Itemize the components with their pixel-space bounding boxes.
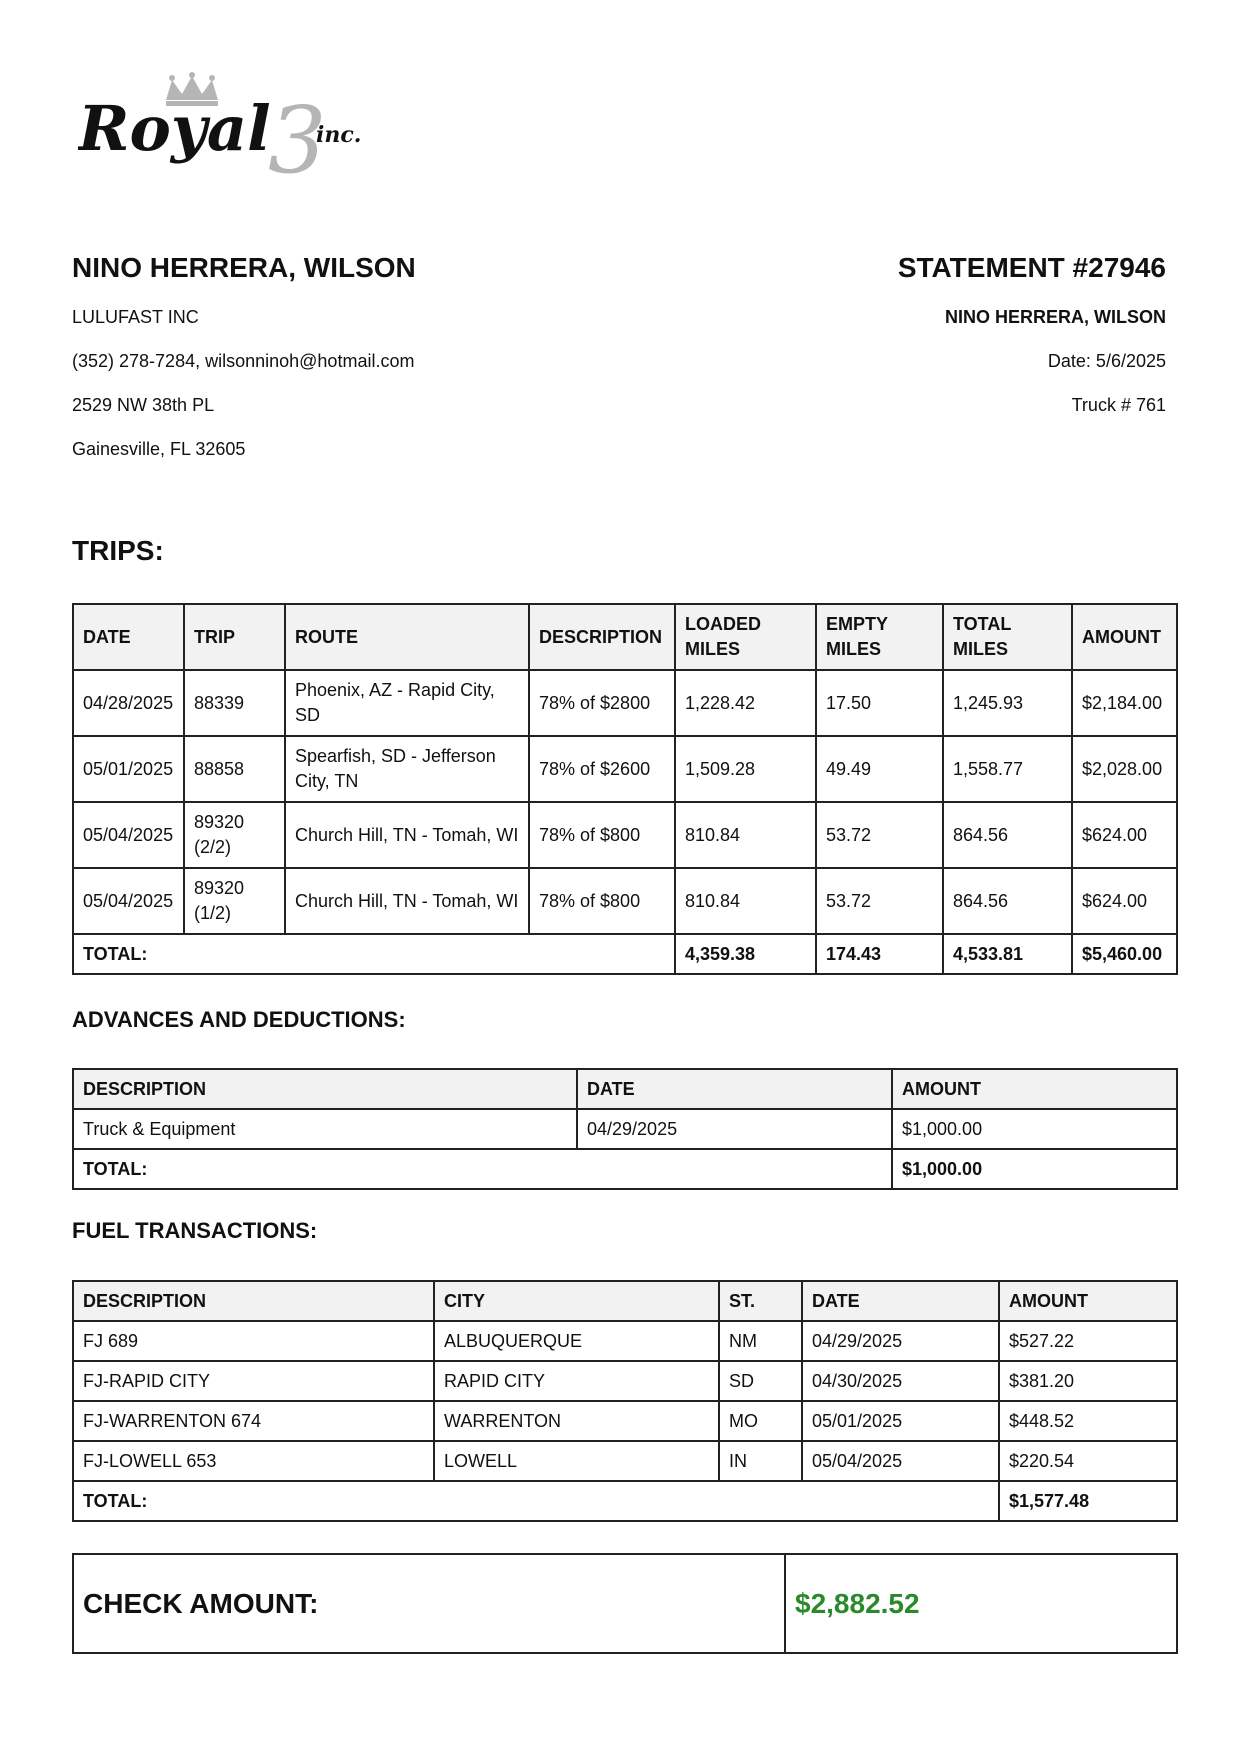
column-header: AMOUNT (999, 1281, 1177, 1321)
table-cell: IN (719, 1441, 802, 1481)
table-cell: LOWELL (434, 1441, 719, 1481)
table-cell: 53.72 (816, 802, 943, 868)
table-cell: $624.00 (1072, 802, 1177, 868)
total-amount: $1,577.48 (999, 1481, 1177, 1521)
table-cell: 05/01/2025 (802, 1401, 999, 1441)
column-header: DATE (73, 604, 184, 670)
table-cell: $381.20 (999, 1361, 1177, 1401)
statement-truck: Truck # 761 (1071, 395, 1166, 415)
total-label: TOTAL: (73, 1481, 999, 1521)
table-cell: ALBUQUERQUE (434, 1321, 719, 1361)
svg-text:Royal: Royal (78, 92, 271, 165)
table-cell: 78% of $2800 (529, 670, 675, 736)
statement-name: NINO HERRERA, WILSON (944, 307, 1166, 327)
table-cell: 04/30/2025 (802, 1361, 999, 1401)
table-cell: 89320 (1/2) (184, 868, 285, 934)
total-miles: 4,533.81 (943, 934, 1072, 974)
table-cell: MO (719, 1401, 802, 1441)
svg-text:3: 3 (268, 87, 327, 192)
table-cell: FJ-WARRENTON 674 (73, 1401, 434, 1441)
table-cell: 864.56 (943, 868, 1072, 934)
table-cell: $220.54 (999, 1441, 1177, 1481)
table-cell: FJ-RAPID CITY (73, 1361, 434, 1401)
column-header: TOTAL MILES (943, 604, 1072, 670)
table-cell: NM (719, 1321, 802, 1361)
column-header: LOADED MILES (675, 604, 816, 670)
table-cell: $2,028.00 (1072, 736, 1177, 802)
table-cell: WARRENTON (434, 1401, 719, 1441)
trips-total-row (73, 934, 1177, 974)
column-header: EMPTY MILES (816, 604, 943, 670)
advances-heading: ADVANCES AND DEDUCTIONS: (72, 1007, 406, 1032)
check-amount-row (73, 1554, 1177, 1653)
table-cell: 78% of $2600 (529, 736, 675, 802)
check-amount-box (72, 1553, 1178, 1654)
driver-address-line2: Gainesville, FL 32605 (72, 439, 246, 459)
statement-title: STATEMENT #27946 (897, 252, 1166, 283)
driver-contact: (352) 278-7284, wilsonninoh@hotmail.com (72, 351, 415, 371)
table-cell: 04/28/2025 (73, 670, 184, 736)
table-cell: 810.84 (675, 868, 816, 934)
table-cell: 1,509.28 (675, 736, 816, 802)
table-cell: SD (719, 1361, 802, 1401)
table-cell: Spearfish, SD - Jefferson City, TN (285, 736, 529, 802)
table-cell: 78% of $800 (529, 802, 675, 868)
table-cell: 1,245.93 (943, 670, 1072, 736)
table-row (73, 1109, 1177, 1149)
column-header: ROUTE (285, 604, 529, 670)
table-row (73, 736, 1177, 802)
svg-text:inc.: inc. (316, 122, 362, 148)
total-amount: $1,000.00 (892, 1149, 1177, 1189)
table-row (73, 1361, 1177, 1401)
table-cell: 17.50 (816, 670, 943, 736)
table-cell: 88858 (184, 736, 285, 802)
driver-info (72, 250, 416, 460)
driver-name: NINO HERRERA, WILSON (72, 252, 416, 283)
table-cell: 810.84 (675, 802, 816, 868)
check-amount-value: $2,882.52 (785, 1554, 1177, 1653)
column-header: DESCRIPTION (73, 1281, 434, 1321)
check-amount-label: CHECK AMOUNT: (73, 1554, 785, 1653)
fuel-heading: FUEL TRANSACTIONS: (72, 1218, 318, 1243)
table-cell: 53.72 (816, 868, 943, 934)
total-empty-miles: 174.43 (816, 934, 943, 974)
table-cell: Church Hill, TN - Tomah, WI (285, 868, 529, 934)
column-header: DATE (577, 1069, 892, 1109)
table-cell: 89320 (2/2) (184, 802, 285, 868)
table-cell: 78% of $800 (529, 868, 675, 934)
total-loaded-miles: 4,359.38 (675, 934, 816, 974)
table-cell: Phoenix, AZ - Rapid City, SD (285, 670, 529, 736)
table-cell: FJ-LOWELL 653 (73, 1441, 434, 1481)
driver-address-line1: 2529 NW 38th PL (72, 395, 215, 415)
table-row (73, 670, 1177, 736)
table-cell: FJ 689 (73, 1321, 434, 1361)
advances-header-row (73, 1069, 1177, 1109)
fuel-header-row (73, 1281, 1177, 1321)
advances-total-row (73, 1149, 1177, 1189)
total-label: TOTAL: (73, 934, 675, 974)
advances-table (72, 1068, 1178, 1190)
fuel-total-row (73, 1481, 1177, 1521)
table-cell: 05/01/2025 (73, 736, 184, 802)
total-label: TOTAL: (73, 1149, 892, 1189)
table-cell: 49.49 (816, 736, 943, 802)
column-header: AMOUNT (892, 1069, 1177, 1109)
table-cell: $2,184.00 (1072, 670, 1177, 736)
table-cell: 04/29/2025 (802, 1321, 999, 1361)
table-cell: $624.00 (1072, 868, 1177, 934)
column-header: DESCRIPTION (73, 1069, 577, 1109)
table-cell: $448.52 (999, 1401, 1177, 1441)
table-row (73, 1441, 1177, 1481)
table-row (73, 802, 1177, 868)
column-header: CITY (434, 1281, 719, 1321)
column-header: ST. (719, 1281, 802, 1321)
table-row (73, 1321, 1177, 1361)
table-row (73, 1401, 1177, 1441)
statement-info (898, 250, 1166, 416)
statement-date: Date: 5/6/2025 (1047, 351, 1166, 371)
table-cell: 05/04/2025 (73, 802, 184, 868)
table-cell: 05/04/2025 (802, 1441, 999, 1481)
table-cell: 04/29/2025 (577, 1109, 892, 1149)
table-cell: 864.56 (943, 802, 1072, 868)
total-amount: $5,460.00 (1072, 934, 1177, 974)
table-cell: 1,228.42 (675, 670, 816, 736)
column-header: DESCRIPTION (529, 604, 675, 670)
table-cell: 88339 (184, 670, 285, 736)
table-cell: 1,558.77 (943, 736, 1072, 802)
column-header: DATE (802, 1281, 999, 1321)
company-logo (78, 72, 388, 192)
table-cell: Truck & Equipment (73, 1109, 577, 1149)
column-header: AMOUNT (1072, 604, 1177, 670)
table-row (73, 868, 1177, 934)
table-cell: $527.22 (999, 1321, 1177, 1361)
trips-table (72, 603, 1178, 975)
table-cell: $1,000.00 (892, 1109, 1177, 1149)
table-cell: 05/04/2025 (73, 868, 184, 934)
trips-heading: TRIPS: (72, 535, 164, 566)
table-cell: RAPID CITY (434, 1361, 719, 1401)
table-cell: Church Hill, TN - Tomah, WI (285, 802, 529, 868)
column-header: TRIP (184, 604, 285, 670)
driver-company: LULUFAST INC (72, 307, 199, 327)
fuel-table (72, 1280, 1178, 1522)
trips-header-row (73, 604, 1177, 670)
